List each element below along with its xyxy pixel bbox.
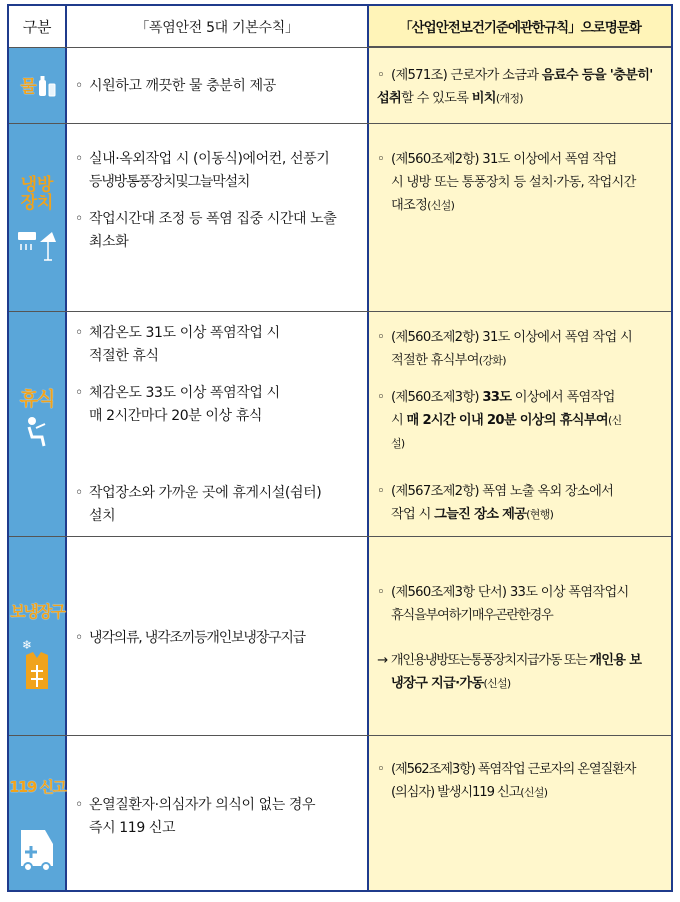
regulation-item: → 개인용냉방또는통풍장치지급가동 또는 개인용 보 냉장구 지급·가동(신설) [377, 653, 642, 691]
table-row-cooling-gear [9, 536, 671, 735]
category-119-report: 119 신고 [9, 778, 66, 796]
rule-item: ◦ 냉각의류, 냉각조끼등개인보냉장구지급 [75, 630, 306, 646]
category-water: 물 [20, 77, 36, 97]
rule-item: ◦ 작업시간대 조정 등 폭염 집중 시간대 노출 최소화 [75, 211, 337, 250]
table-header [9, 6, 671, 47]
svg-text:❄: ❄ [22, 638, 33, 652]
header-basic-rules: 「폭염안전 5대 기본수칙」 [135, 19, 299, 36]
regulation-item: ◦ (제560조제2항) 31도 이상에서 폭염 작업 시 냉방 또는 통풍장치 등 설치·가동, 작업시간 대조정(신설) [377, 152, 636, 213]
category-cooling-gear: 보냉장구 [10, 602, 64, 621]
regulation-item: ◦ (제562조제3항) 폭염작업 근로자의 온열질환자 (의심자) 발생시119 신고(신설) [377, 762, 636, 800]
rule-item: ◦ 작업장소와 가까운 곳에 휴게시설(쉼터) 설치 [75, 485, 322, 524]
air-conditioner-icon [9, 228, 65, 262]
rule-item: ◦ 시원하고 깨끗한 물 충분히 제공 [75, 78, 276, 94]
rule-item: ◦ 체감온도 33도 이상 폭염작업 시 매 2시간마다 20분 이상 휴식 [75, 385, 280, 424]
category-rest: 휴식 [19, 388, 55, 410]
water-bottle-icon [29, 74, 65, 98]
header-regulation: 「산업안전보건기준에관한규칙」으로명문화 [399, 20, 641, 36]
regulation-item: ◦ (제560조제3항) 33도 이상에서 폭염작업 시 매 2시간 이내 20분 이상의 휴식부여(신 설) [377, 390, 622, 450]
category-cooling: 냉방장치 [20, 175, 54, 213]
rule-item: ◦ 실내·옥외작업 시 (이동식)에어컨, 선풍기 등냉방통풍장치및그늘막설치 [75, 151, 330, 190]
header-category: 구분 [22, 18, 52, 36]
ambulance-icon [9, 820, 65, 872]
regulation-item: ◦ (제560조제3항 단서) 33도 이상 폭염작업시 휴식을부여하기매우곤란한경우 [377, 585, 629, 623]
cooling-vest-icon [9, 637, 65, 691]
table-row-cooling [9, 123, 671, 311]
regulation-item: ◦ (제567조제2항) 폭염 노출 옥외 장소에서 작업 시 그늘진 장소 제공(현행) [377, 484, 614, 522]
resting-person-icon [9, 416, 65, 448]
table-row-119 [9, 735, 671, 890]
table-row-rest [9, 311, 671, 536]
heat-safety-table [7, 4, 673, 892]
regulation-item: ◦ (제571조) 근로자가 소금과 음료수 등을 '충분히' 섭취할 수 있도록 비치(개정) [377, 68, 653, 106]
rule-item: ◦ 온열질환자·의심자가 의식이 없는 경우 즉시 119 신고 [75, 797, 316, 836]
rule-item: ◦ 체감온도 31도 이상 폭염작업 시 적절한 휴식 [75, 325, 280, 364]
table-row-water [9, 47, 671, 123]
regulation-item: ◦ (제560조제2항) 31도 이상에서 폭염 작업 시 적절한 휴식부여(강화) [377, 330, 633, 368]
